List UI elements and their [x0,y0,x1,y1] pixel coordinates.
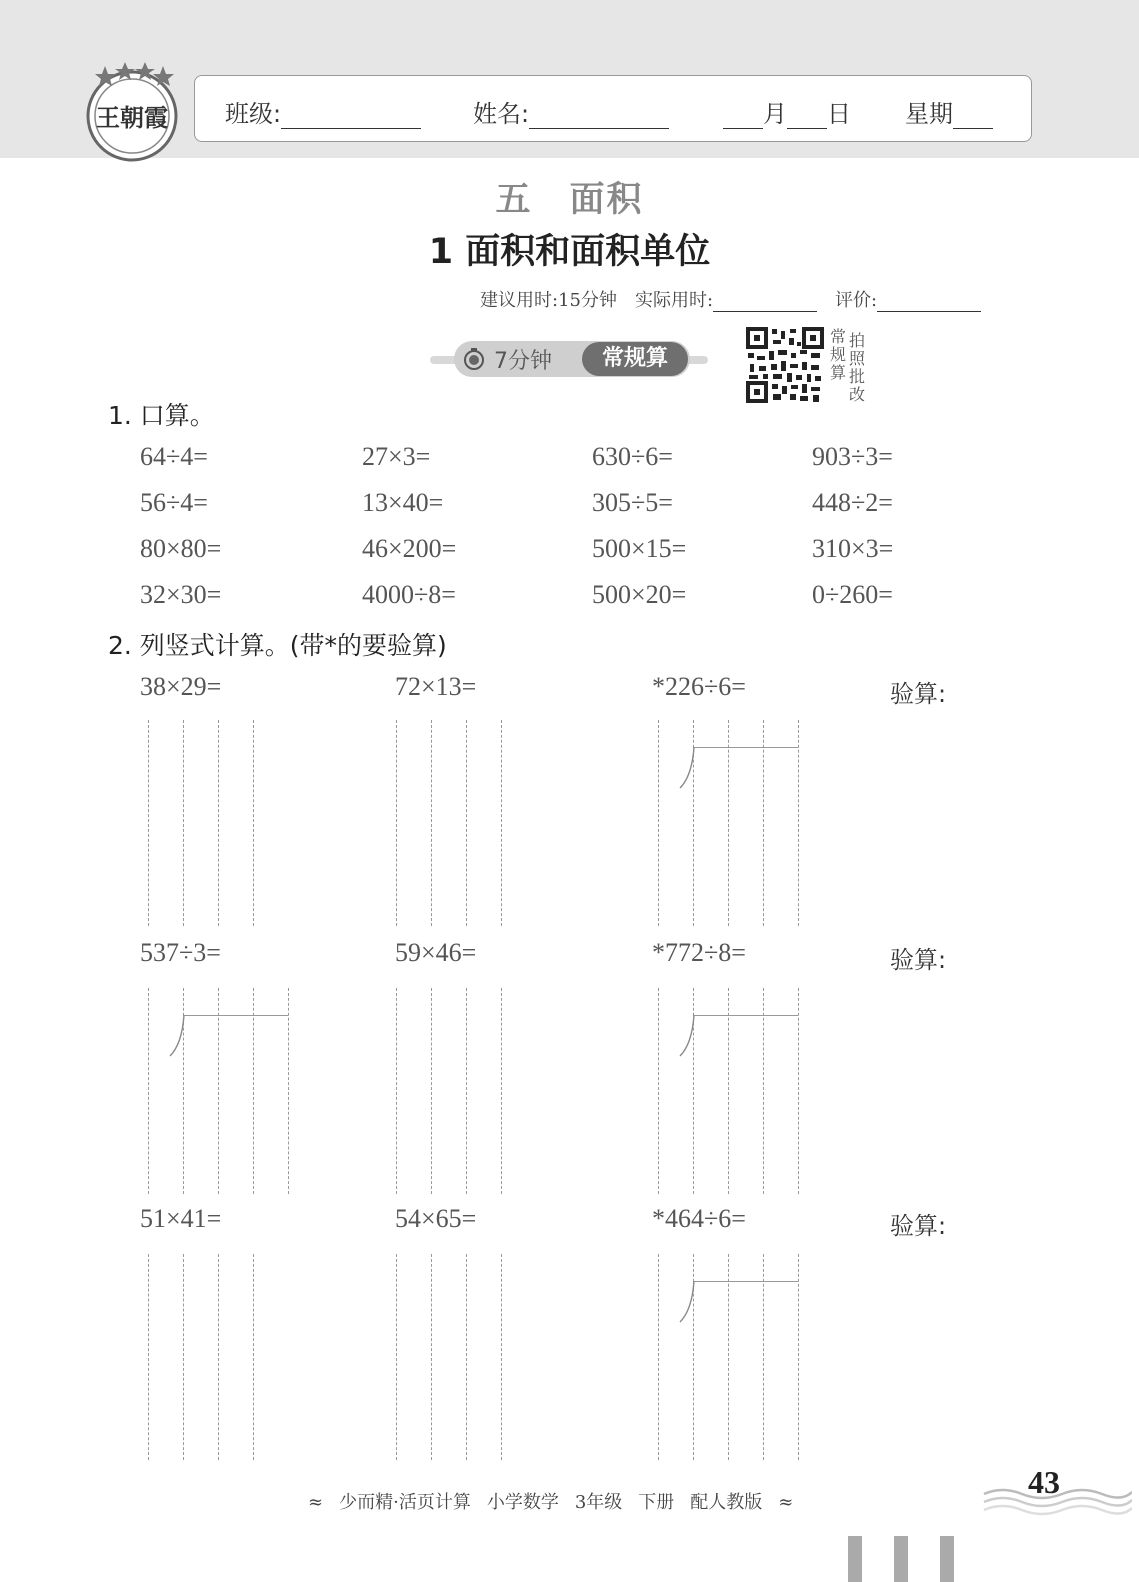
footer-text [308,1488,793,1514]
unit-title: 五 面积 [495,180,644,220]
oral-problem: 500×15= [592,534,687,563]
oral-problem: 0÷260= [812,580,893,609]
name-label: 姓名: [473,100,530,128]
name-input-line[interactable] [529,103,669,129]
work-grid[interactable] [148,720,258,926]
oral-problem: 310×3= [812,534,894,563]
work-grid[interactable] [396,720,506,926]
page-number: 43 [1028,1464,1060,1500]
qr-caption-right: 拍照批改 [849,331,866,404]
stopwatch-icon [462,347,486,371]
oral-problem: 500×20= [592,580,687,609]
weekday-input-line[interactable] [953,103,993,129]
wave-mark-icon: ≈ [778,1492,794,1513]
check-label: 验算: [890,946,947,974]
vertical-problem: 72×13= [395,672,477,701]
oral-problem: 305÷5= [592,488,673,517]
vertical-problem: *226÷6= [652,672,746,701]
work-grid[interactable] [148,1254,258,1460]
oral-problem: 448÷2= [812,488,893,517]
oral-problem: 46×200= [362,534,457,563]
class-label: 班级: [225,100,282,128]
brand-logo [82,62,182,162]
division-work-grid[interactable] [658,720,804,926]
oral-problem: 630÷6= [592,442,673,471]
class-input-line[interactable] [281,103,421,129]
division-work-grid[interactable] [148,988,294,1194]
division-work-grid[interactable] [658,1254,804,1460]
vertical-problem: 38×29= [140,672,222,701]
rating-label: 评价: [835,290,878,311]
division-work-grid[interactable] [658,988,804,1194]
vertical-problem: *772÷8= [652,938,746,967]
check-label: 验算: [890,1212,947,1240]
vertical-problem: 59×46= [395,938,477,967]
class-field [225,94,421,129]
vertical-problem: *464÷6= [652,1204,746,1233]
footer-book: 少而精·活页计算 [339,1492,471,1513]
name-field [473,94,669,129]
oral-problem: 80×80= [140,534,222,563]
month-input-line[interactable] [723,103,763,129]
oral-problem: 903÷3= [812,442,893,471]
oral-problem: 4000÷8= [362,580,456,609]
logo-text: 王朝霞 [96,103,168,132]
exercise-badge [430,341,708,379]
month-label: 月 [763,100,787,128]
oral-problem: 56÷4= [140,488,208,517]
section1-title: 1. 口算。 [108,401,215,430]
qr-caption-left: 常规算 [830,327,847,382]
actual-time-label: 实际用时: [634,290,714,311]
badge-tag: 常规算 [582,342,688,376]
weekday-field [905,94,993,129]
day-input-line[interactable] [787,103,827,129]
vertical-problem: 51×41= [140,1204,222,1233]
work-grid[interactable] [396,1254,506,1460]
wave-mark-icon: ≈ [308,1492,324,1513]
day-label: 日 [827,100,851,128]
oral-problem: 32×30= [140,580,222,609]
footer-subject: 小学数学 [486,1492,559,1513]
oral-problem: 27×3= [362,442,431,471]
footer-grade: 3年级 [574,1492,623,1513]
badge-time: 7分钟 [494,349,552,374]
lesson-title: 1 面积和面积单位 [428,232,711,272]
footer-term: 下册 [638,1492,675,1513]
suggested-time: 建议用时:15分钟 [480,290,617,311]
date-field [723,94,851,129]
badge-pill [454,341,690,377]
student-info-box [194,75,1032,142]
check-label: 验算: [890,680,947,708]
vertical-problem: 537÷3= [140,938,221,967]
section2-title: 2. 列竖式计算。(带*的要验算) [108,631,447,660]
edge-tab-marks [848,1536,968,1582]
vertical-problem: 54×65= [395,1204,477,1233]
actual-time-input-line[interactable] [713,292,817,312]
timing-row [480,286,981,312]
weekday-label: 星期 [905,100,953,128]
oral-problem: 13×40= [362,488,444,517]
footer-edition: 配人教版 [690,1492,763,1513]
rating-input-line[interactable] [877,292,981,312]
work-grid[interactable] [396,988,506,1194]
oral-problem: 64÷4= [140,442,208,471]
qr-code-icon[interactable] [745,326,825,404]
